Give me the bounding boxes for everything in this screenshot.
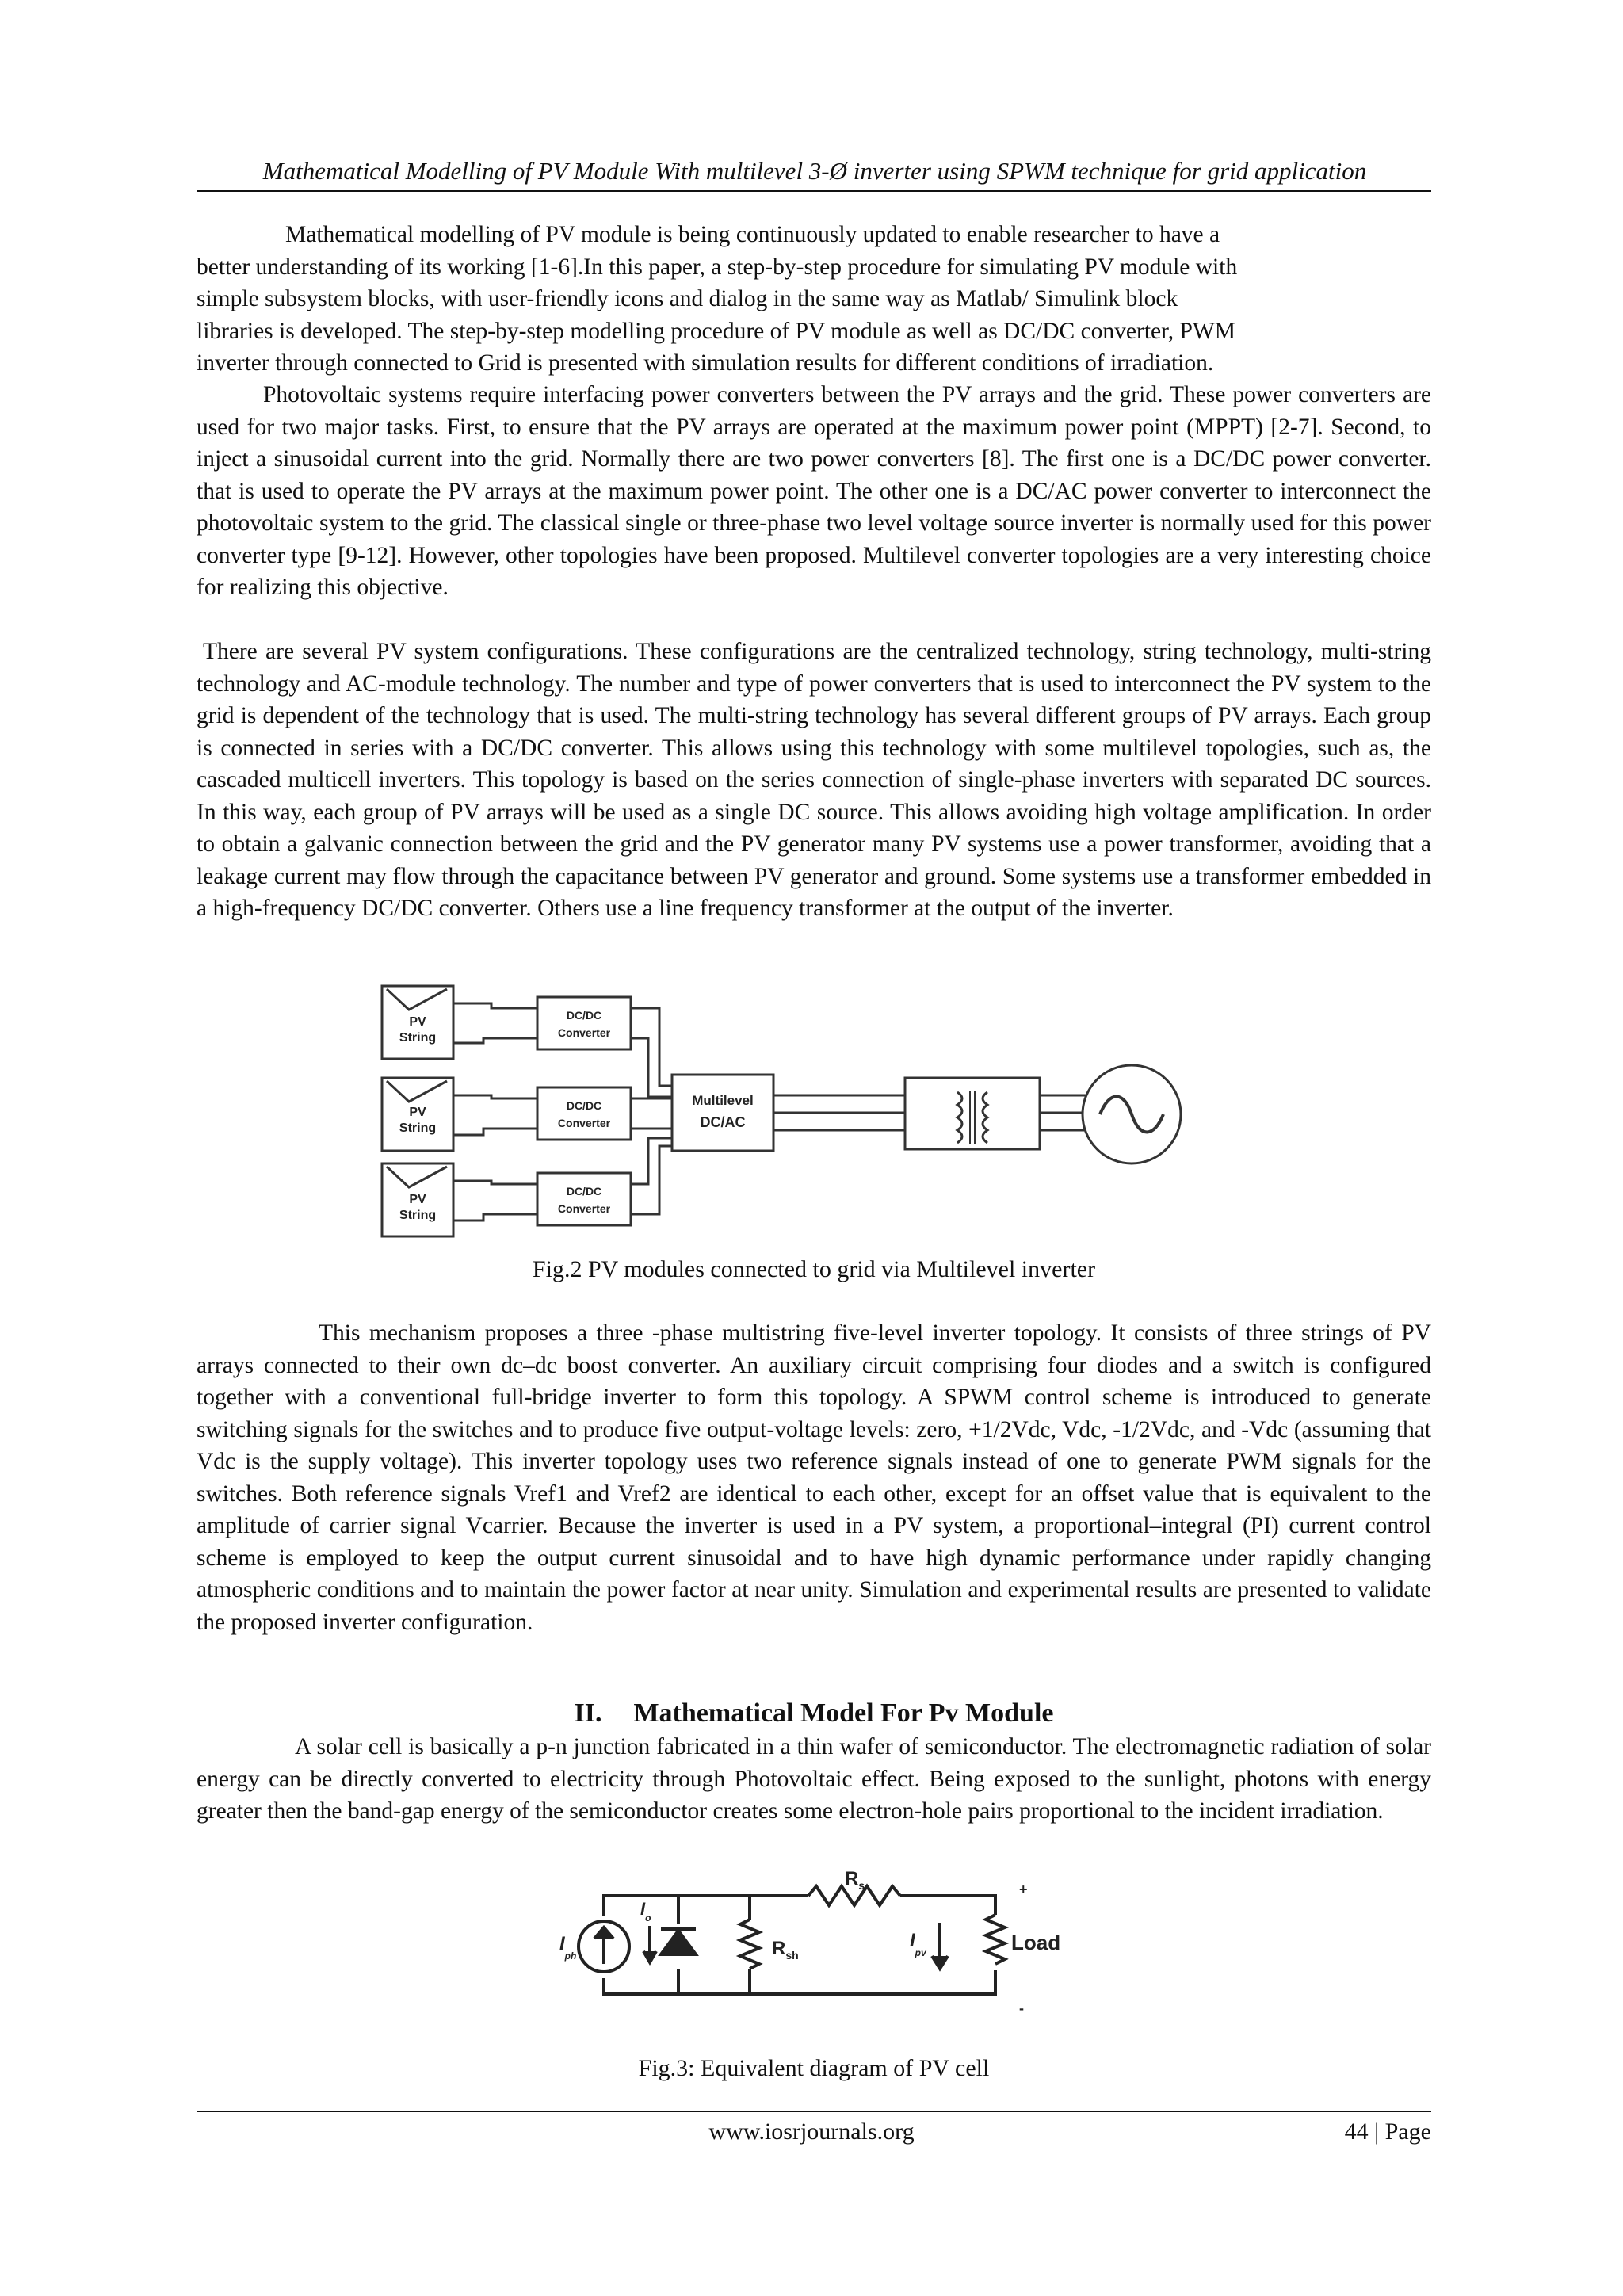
dcdc-converter-box (537, 1087, 631, 1140)
intro-p3-text: There are several PV system configurations. These configurations are the centralized technology, string technology, multi-string technology and AC-module technology. The number and type of power converters that is used to interconnect the PV system to the grid is dependent of the technology that is used. The multi-string technology has several different groups of PV arrays. Each group is connected in series with a DC/DC converter. This allows using this technology with some multilevel topologies, such as, the cascaded multicell inverters. This topology is based on the series connection of single-phase inverters with separated DC sources. In this way, each group of PV arrays will be used as a single DC source. This allows avoiding high voltage amplification. In order to obtain a galvanic connection between the grid and the PV generator many PV systems use a power transformer, avoiding that a leakage current may flow through the capacitance between PV generator and ground. Some systems use a transformer embedded in a high-frequency DC/DC converter. Others use a line frequency transformer at the output of the inverter. (197, 639, 1431, 921)
rsh-resistor (740, 1920, 759, 1969)
fig2-diagram (372, 980, 1252, 1241)
transformer-box (905, 1078, 1040, 1149)
svg-text:Rsh (772, 1938, 799, 1962)
figure-2 (372, 980, 1252, 1241)
mechanism-text: This mechanism proposes a three -phase multistring five-level inverter topology. It consists of three strings of PV arrays connected to their own dc–dc boost converter. An auxiliary circuit comprising four diodes and a switch is configured together with a conventional full-bridge inverter to form this topology. A SPWM control scheme is introduced to generate switching signals for the switches and to produce five output-voltage levels: zero, +1/2Vdc, Vdc, -1/2Vdc, and -Vdc (assuming that Vdc is the supply voltage). This inverter topology uses two reference signals instead of one to generate PWM signals for the switches. Both reference signals Vref1 and Vref2 are identical to each other, except for an offset value that is equivalent to the amplitude of carrier signal Vcarrier. Because the inverter is used in a PV system, a proportional–integral (PI) current control scheme is employed to keep the output current sinusoidal and to have high dynamic performance under rapidly changing atmospheric conditions and to maintain the power factor at near unity. Simulation and experimental results are presented to validate the proposed inverter configuration. (197, 1320, 1431, 1635)
footer-page-number: 44 | Page (1344, 2118, 1431, 2145)
dcdc-label: DC/DC (566, 1185, 602, 1198)
mechanism-paragraph (197, 1317, 1431, 1638)
intro-p1-line: better understanding of its working [1-6].In this paper, a step-by-step procedure for simulating PV module with (197, 254, 1238, 280)
dcdc-label: Converter (557, 1202, 611, 1215)
rsh-subscript: sh (785, 1949, 799, 1962)
section-2-heading (197, 1696, 1431, 1731)
dcdc-label: DC/DC (566, 1009, 602, 1022)
pv-label: String (399, 1121, 437, 1135)
pv-panel-icon (387, 1167, 447, 1187)
svg-text:Io (640, 1899, 651, 1924)
svg-text:Ipv (910, 1930, 927, 1958)
load-label: Load (1011, 1931, 1061, 1954)
multilevel-inverter-box (672, 1075, 773, 1151)
svg-text:Rs (845, 1868, 865, 1892)
iph-subscript: ph (564, 1950, 577, 1962)
rs-label: R (845, 1868, 859, 1889)
dcdc-label: Converter (557, 1117, 611, 1129)
diode-icon (661, 1931, 696, 1954)
dcdc-label: Converter (557, 1026, 611, 1039)
pv-label: String (399, 1209, 437, 1222)
intro-paragraph-1 (197, 219, 1431, 380)
intro-p1-line: inverter through connected to Grid is presented with simulation results for different conditions of irradiation. (197, 350, 1214, 376)
dcdc-converter-box (537, 997, 631, 1049)
figure-3-caption: Fig.3: Equivalent diagram of PV cell (638, 2055, 990, 2081)
section-2-text: A solar cell is basically a p-n junction fabricated in a thin wafer of semiconductor. The electromagnetic radiation of solar energy can be directly converted to electricity through Photovoltaic effect. Being exposed to the sunlight, photons with energy greater then the band-gap energy of the semiconductor creates some electron-hole pairs proportional to the incident irradiation. (197, 1734, 1431, 1824)
intro-p2-text: Photovoltaic systems require interfacing power converters between the PV arrays and the grid. These power converters are used for two major tasks. First, to ensure that the PV arrays are operated at the maximum power point (MPPT) [2-7]. Second, to inject a sinusoidal current into the grid. Normally there are two power converters [8]. The first one is a DC/DC power converter. that is used to operate the PV arrays at the maximum power point. The other one is a DC/AC power converter to interconnect the photovoltaic system to the grid. The classical single or three-phase two level voltage source inverter is normally used for this power converter type [9-12]. However, other topologies have been proposed. Multilevel converter topologies are a very interesting choice for realizing this objective. (197, 382, 1431, 600)
running-header: Mathematical Modelling of PV Module With multilevel 3-Ø inverter using SPWM technique for grid application (262, 157, 1367, 185)
footer-rule (197, 2111, 1431, 2112)
io-subscript: o (645, 1912, 651, 1924)
intro-paragraph-3 (197, 636, 1431, 925)
section-title: Mathematical Model For Pv Module (633, 1698, 1054, 1728)
section-2-paragraph (197, 1731, 1431, 1828)
dcdc-label: DC/DC (566, 1099, 602, 1112)
intro-p1-line: libraries is developed. The step-by-step modelling procedure of PV module as well as DC/DC converter, PWM (197, 318, 1236, 344)
pv-panel-icon (387, 1081, 447, 1102)
io-label: I (640, 1899, 646, 1919)
transformer-coil-icon (957, 1092, 962, 1143)
minus-terminal: - (1019, 2000, 1024, 2016)
figure-2-caption: Fig.2 PV modules connected to grid via Multilevel inverter (532, 1256, 1096, 1282)
section-number: II. (574, 1698, 602, 1728)
intro-paragraph-2 (197, 379, 1431, 604)
svg-text:Iph (559, 1933, 576, 1962)
figure-3 (507, 1867, 1109, 2026)
rsh-label: R (772, 1938, 786, 1959)
pv-label: PV (409, 1193, 426, 1206)
ac-sine-icon (1100, 1097, 1163, 1133)
rs-subscript: s (858, 1879, 865, 1892)
inverter-label: DC/AC (700, 1114, 746, 1130)
plus-terminal: + (1019, 1881, 1028, 1897)
dcdc-converter-box (537, 1173, 631, 1225)
pv-label: String (399, 1031, 437, 1045)
pv-panel-icon (387, 989, 447, 1010)
intro-p1-line: Mathematical modelling of PV module is being continuously updated to enable researcher to have a (285, 222, 1220, 247)
header-rule (197, 190, 1431, 192)
pv-label: PV (409, 1106, 426, 1119)
load-resistor (986, 1915, 1005, 1964)
inverter-label: Multilevel (692, 1093, 754, 1108)
transformer-coil-icon (983, 1092, 987, 1143)
pv-label: PV (409, 1015, 426, 1029)
fig3-circuit (507, 1867, 1109, 2026)
ipv-subscript: pv (915, 1947, 926, 1958)
intro-p1-line: simple subsystem blocks, with user-friendly icons and dialog in the same way as Matlab/ Simulink block (197, 286, 1178, 311)
ipv-label: I (910, 1930, 915, 1951)
iph-label: I (559, 1933, 565, 1954)
footer-url: www.iosrjournals.org (708, 2118, 915, 2145)
